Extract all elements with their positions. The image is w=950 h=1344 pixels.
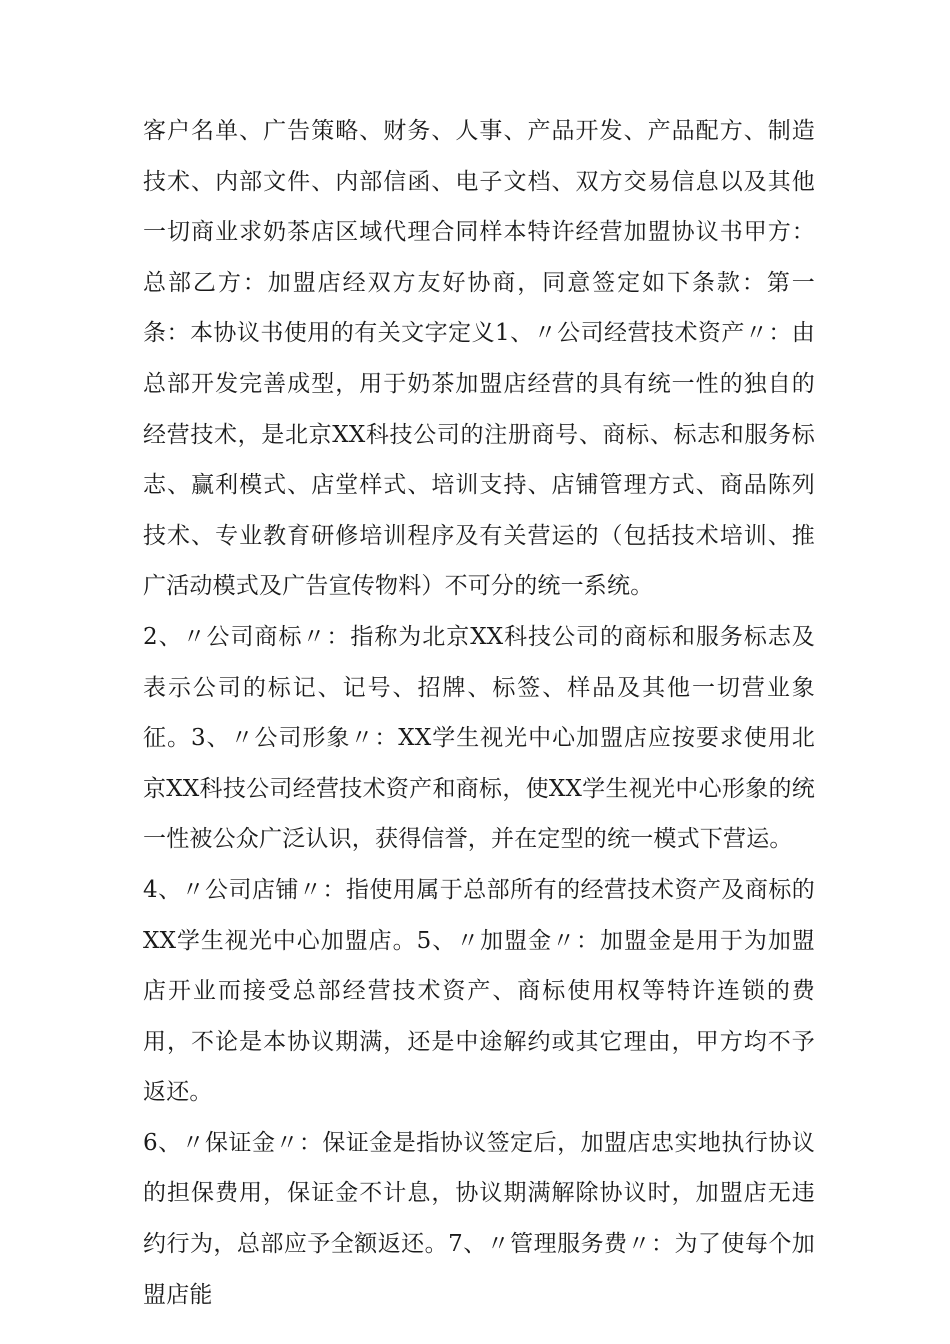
paragraph-definitions: 客户名单、广告策略、财务、人事、产品开发、产品配方、制造技术、内部文件、内部信函、电子文档、双方交易信息以及其他一切商业求奶茶店区域代理合同样本特许经营加盟协议书甲方：总部乙方：加盟店经双方友好协商，同意签定如下条款：第一条：本协议书使用的有关文字定义1、〃公司经营技术资产〃：由总部开发完善成型，用于奶茶加盟店经营的具有统一性的独自的经营技术，是北京XX科技公司的注册商号、商标、标志和服务标志、赢利模式、店堂样式、培训支持、店铺管理方式、商品陈列技术、专业教育研修培训程序及有关营运的（包括技术培训、推广活动模式及广告宣传物料）不可分的统一系统。	[143, 118, 815, 600]
paragraph-trademark-image: 2、〃公司商标〃：指称为北京XX科技公司的商标和服务标志及表示公司的标记、记号、招牌、标签、样品及其他一切营业象征。3、〃公司形象〃：XX学生视光中心加盟店应按要求使用北京XX科技公司经营技术资产和商标，使XX学生视光中心形象的统一性被公众广泛认识，获得信誉，并在定型的统一模式下营运。	[143, 623, 815, 853]
paragraph-store-fee: 4、〃公司店铺〃：指使用属于总部所有的经营技术资产及商标的XX学生视光中心加盟店。5、〃加盟金〃：加盟金是用于为加盟店开业而接受总部经营技术资产、商标使用权等特许连锁的费用，不论是本协议期满，还是中途解约或其它理由，甲方均不予返还。	[143, 876, 815, 1106]
paragraph-deposit-service-fee: 6、〃保证金〃：保证金是指协议签定后，加盟店忠实地执行协议的担保费用，保证金不计息，协议期满解除协议时，加盟店无违约行为，总部应予全额返还。7、〃管理服务费〃：为了使每个加盟店能	[143, 1129, 815, 1308]
document-body	[143, 106, 815, 1320]
